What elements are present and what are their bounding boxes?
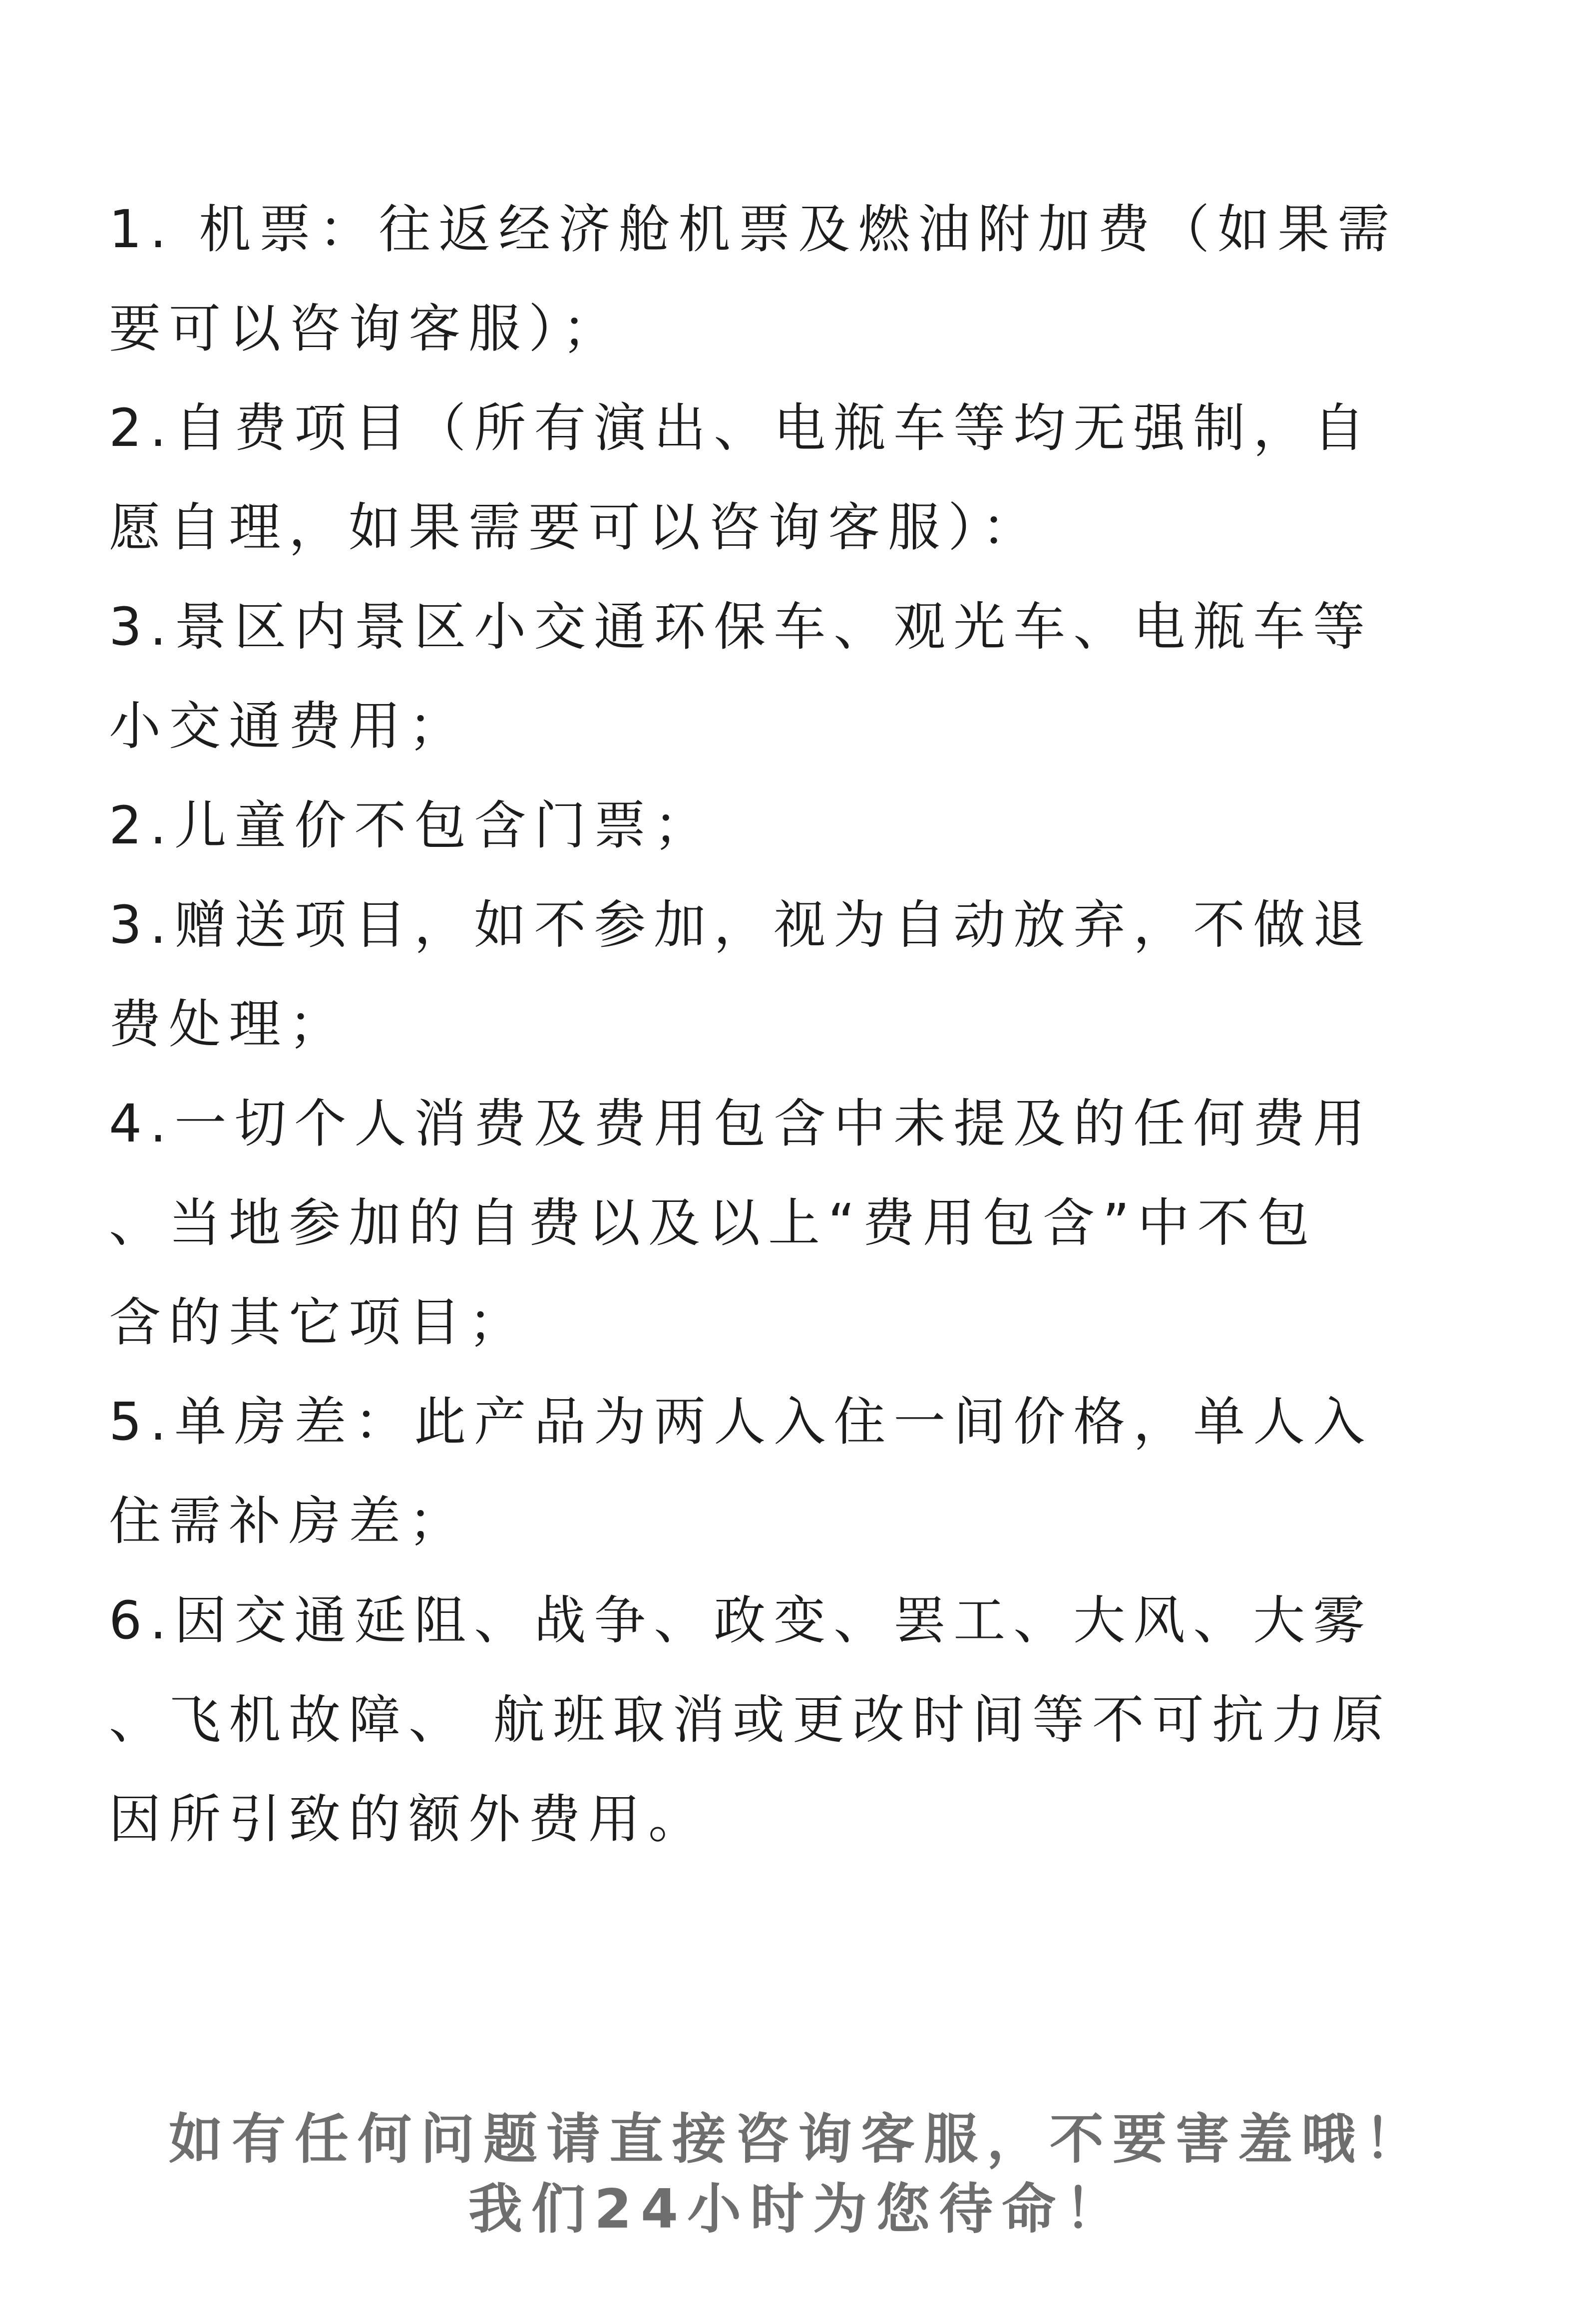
text-line: 6.因交通延阻、战争、政变、罢工、大风、大雾 bbox=[109, 1590, 1373, 1651]
text-line: 愿自理，如果需要可以咨询客服）： bbox=[109, 497, 1042, 558]
text-line: 要可以咨询客服）； bbox=[109, 298, 623, 359]
text-line: 5.单房差：此产品为两人入住一间价格，单人入 bbox=[109, 1391, 1373, 1452]
text-line: 含的其它项目； bbox=[109, 1292, 529, 1353]
text-line: 3.景区内景区小交通环保车、观光车、电瓶车等 bbox=[109, 596, 1373, 657]
fee-exclusions-text bbox=[109, 180, 1557, 1869]
text-line: 1. 机票：往返经济舱机票及燃油附加费（如果需 bbox=[109, 199, 1398, 260]
text-line: 费处理； bbox=[109, 994, 349, 1055]
text-line: 、飞机故障、 航班取消或更改时间等不可抗力原 bbox=[109, 1689, 1392, 1750]
text-line: 2.自费项目（所有演出、电瓶车等均无强制，自 bbox=[109, 397, 1373, 458]
text-line: 、当地参加的自费以及以上“费用包含”中不包 bbox=[109, 1192, 1317, 1253]
text-line: 3.赠送项目，如不参加，视为自动放弃，不做退 bbox=[109, 894, 1373, 955]
text-line: 住需补房差； bbox=[109, 1491, 469, 1551]
text-line: 4.一切个人消费及费用包含中未提及的任何费用 bbox=[109, 1093, 1373, 1154]
footer-contact-line: 如有任何问题请直接咨询客服，不要害羞哦！ bbox=[168, 2108, 1427, 2171]
text-line: 2.儿童价不包含门票； bbox=[109, 795, 714, 856]
footer-availability-line: 我们24小时为您待命！ bbox=[468, 2178, 1128, 2241]
text-line: 因所引致的额外费用。 bbox=[109, 1789, 709, 1850]
text-line: 小交通费用； bbox=[109, 696, 469, 757]
